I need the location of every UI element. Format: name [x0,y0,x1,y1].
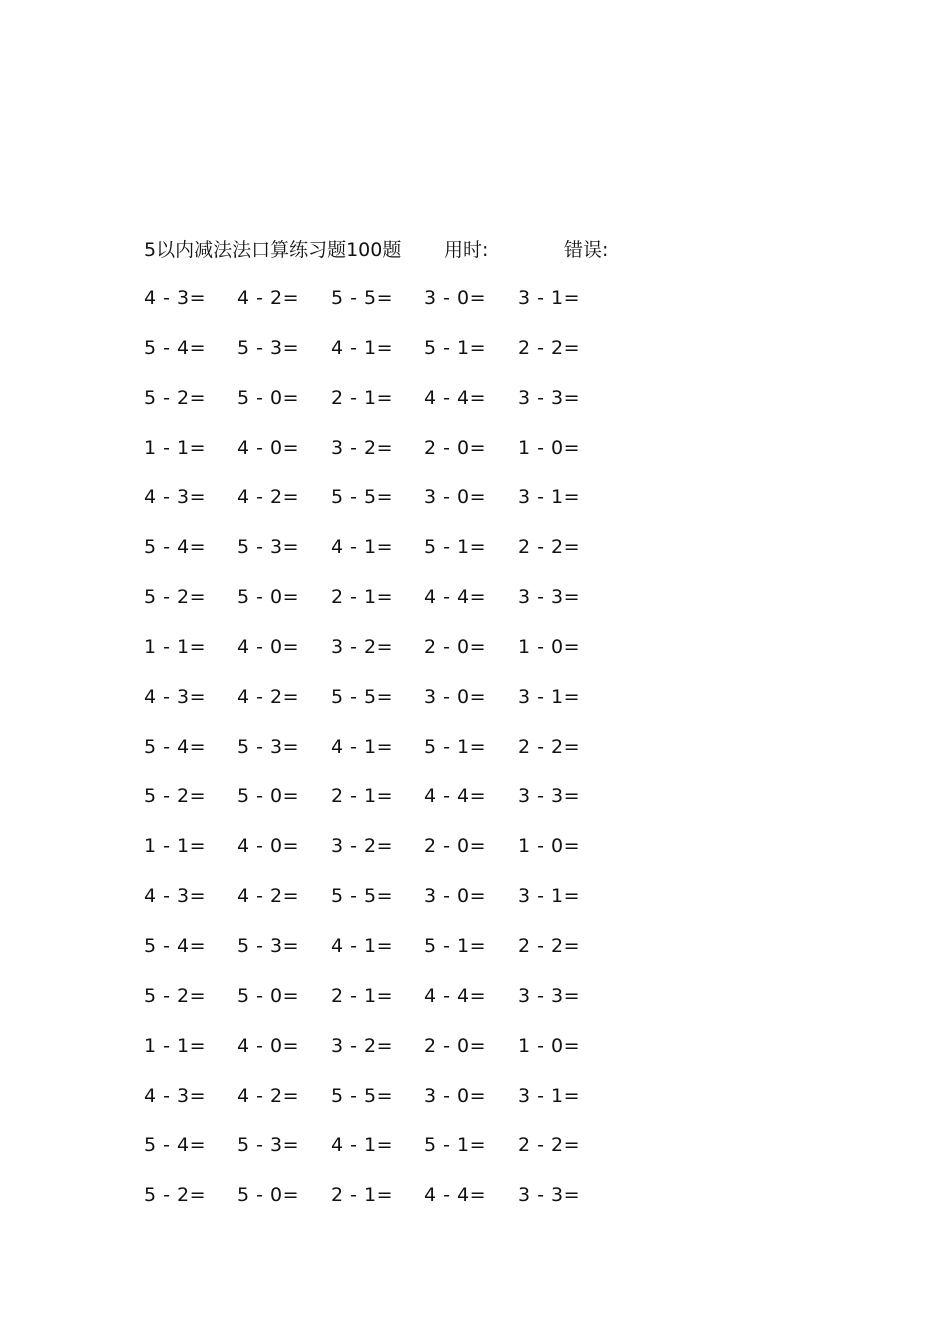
problem-item: 4 - 1= [331,735,394,758]
problem-item: 5 - 1= [424,536,487,559]
problem-row [144,384,644,434]
problem-item: 3 - 1= [518,685,581,708]
problem-item: 3 - 2= [331,835,394,858]
problem-item: 2 - 2= [518,336,581,359]
problem-item: 1 - 0= [518,1034,581,1057]
problem-item: 3 - 0= [424,486,487,509]
problem-item: 5 - 3= [237,1134,300,1157]
problem-item: 3 - 0= [424,287,487,309]
problem-row [144,583,644,633]
problem-item: 2 - 1= [331,984,394,1007]
problem-item: 1 - 1= [144,436,207,459]
problem-item: 5 - 0= [237,586,300,609]
problem-item: 5 - 0= [237,984,300,1007]
problem-item: 3 - 1= [518,1084,581,1107]
problem-item: 4 - 3= [144,287,207,309]
problem-item: 5 - 5= [331,486,394,509]
problem-item: 4 - 2= [237,1084,300,1107]
problem-item: 4 - 2= [237,885,300,908]
problem-grid [144,284,644,1231]
problem-item: 3 - 0= [424,685,487,708]
problem-item: 3 - 1= [518,486,581,509]
problem-row [144,334,644,384]
problem-item: 2 - 0= [424,1034,487,1057]
problem-item: 3 - 1= [518,287,581,309]
problem-item: 4 - 1= [331,336,394,359]
problem-row [144,633,644,683]
problem-item: 5 - 2= [144,785,207,808]
problem-item: 3 - 1= [518,885,581,908]
problem-row [144,533,644,583]
problem-item: 5 - 3= [237,536,300,559]
problem-row [144,1032,644,1082]
problem-item: 4 - 0= [237,436,300,459]
errors-label: 错误: [564,239,609,261]
problem-item: 1 - 1= [144,835,207,858]
problem-item: 2 - 0= [424,436,487,459]
problem-item: 3 - 2= [331,635,394,658]
problem-item: 5 - 4= [144,934,207,957]
problem-item: 5 - 5= [331,685,394,708]
problem-item: 1 - 1= [144,635,207,658]
problem-row [144,882,644,932]
problem-item: 5 - 1= [424,1134,487,1157]
problem-item: 1 - 1= [144,1034,207,1057]
problem-row [144,982,644,1032]
problem-item: 5 - 2= [144,984,207,1007]
problem-item: 5 - 3= [237,336,300,359]
problem-item: 5 - 4= [144,336,207,359]
problem-item: 2 - 0= [424,835,487,858]
problem-item: 3 - 3= [518,984,581,1007]
worksheet-title: 5以内减法法口算练习题100题 [144,239,402,261]
problem-item: 3 - 3= [518,586,581,609]
problem-item: 2 - 1= [331,386,394,409]
problem-item: 4 - 3= [144,685,207,708]
problem-item: 5 - 0= [237,785,300,808]
problem-item: 4 - 2= [237,685,300,708]
problem-row [144,483,644,533]
problem-item: 5 - 4= [144,735,207,758]
problem-item: 5 - 5= [331,287,394,309]
problem-item: 1 - 0= [518,835,581,858]
problem-item: 5 - 3= [237,735,300,758]
problem-item: 3 - 3= [518,386,581,409]
problem-item: 4 - 0= [237,835,300,858]
problem-row [144,782,644,832]
problem-item: 4 - 1= [331,934,394,957]
problem-item: 5 - 2= [144,586,207,609]
problem-item: 5 - 1= [424,934,487,957]
problem-item: 4 - 0= [237,635,300,658]
problem-item: 4 - 4= [424,984,487,1007]
problem-item: 2 - 0= [424,635,487,658]
problem-item: 4 - 1= [331,536,394,559]
problem-item: 4 - 1= [331,1134,394,1157]
problem-item: 4 - 3= [144,486,207,509]
problem-item: 1 - 0= [518,635,581,658]
problem-row [144,932,644,982]
problem-item: 3 - 2= [331,1034,394,1057]
problem-item: 4 - 2= [237,486,300,509]
problem-item: 4 - 3= [144,885,207,908]
problem-item: 3 - 3= [518,785,581,808]
problem-item: 4 - 4= [424,386,487,409]
problem-row [144,1181,644,1231]
problem-item: 5 - 1= [424,336,487,359]
problem-item: 3 - 0= [424,885,487,908]
problem-item: 5 - 5= [331,1084,394,1107]
problem-item: 2 - 1= [331,586,394,609]
problem-row [144,1131,644,1181]
problem-item: 2 - 2= [518,1134,581,1157]
problem-item: 4 - 4= [424,785,487,808]
problem-item: 3 - 0= [424,1084,487,1107]
problem-item: 4 - 4= [424,1184,487,1207]
problem-item: 5 - 3= [237,934,300,957]
problem-item: 5 - 5= [331,885,394,908]
problem-item: 3 - 3= [518,1184,581,1207]
problem-item: 4 - 3= [144,1084,207,1107]
problem-item: 2 - 2= [518,735,581,758]
problem-item: 4 - 4= [424,586,487,609]
problem-item: 4 - 0= [237,1034,300,1057]
problem-item: 2 - 1= [331,1184,394,1207]
problem-item: 5 - 4= [144,536,207,559]
problem-item: 5 - 1= [424,735,487,758]
problem-row [144,434,644,484]
problem-row [144,284,644,334]
problem-row [144,1082,644,1132]
problem-row [144,683,644,733]
problem-item: 5 - 2= [144,1184,207,1207]
problem-row [144,733,644,783]
problem-item: 5 - 2= [144,386,207,409]
problem-item: 5 - 0= [237,1184,300,1207]
problem-item: 4 - 2= [237,287,300,309]
problem-item: 3 - 2= [331,436,394,459]
problem-item: 2 - 2= [518,934,581,957]
problem-row [144,832,644,882]
time-used-label: 用时: [444,239,489,261]
problem-item: 2 - 1= [331,785,394,808]
problem-item: 2 - 2= [518,536,581,559]
problem-item: 5 - 4= [144,1134,207,1157]
problem-item: 1 - 0= [518,436,581,459]
problem-item: 5 - 0= [237,386,300,409]
